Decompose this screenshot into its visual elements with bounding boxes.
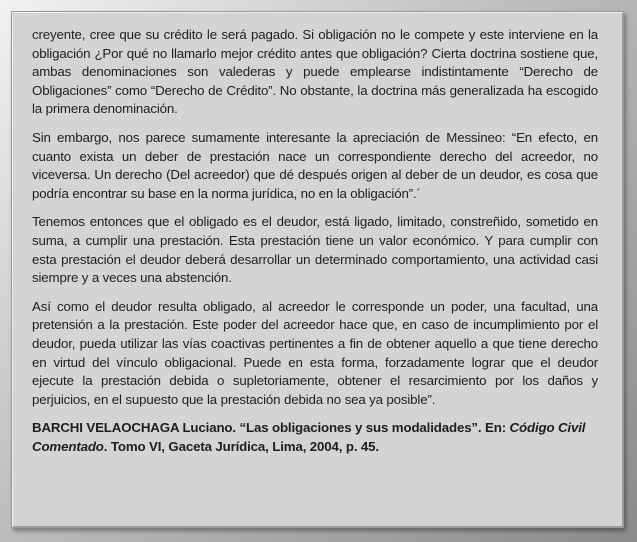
citation-author: BARCHI VELAOCHAGA Luciano. bbox=[32, 420, 236, 436]
citation-title: “Las obligaciones y sus modalidades”. En: bbox=[235, 420, 510, 436]
quote-content bbox=[32, 26, 598, 456]
citation bbox=[32, 419, 598, 456]
paragraph-1: creyente, cree que su crédito le será pagado. Si obligación no le compete y este interviene en la obligación ¿Por qué no llamarlo mejor crédito antes que obligación? Cierta doctrina sostiene que, ambas denominaciones son valederas y puede emplearse indistintamente “Derecho de Obligaciones” como “Derecho de Crédito”. No obstante, la doctrina más generalizada ha escogido la primera denominación. bbox=[32, 27, 598, 117]
paragraph-3: Tenemos entonces que el obligado es el deudor, está ligado, limitado, constreñido, sometido en suma, a cumplir una prestación. Esta prestación tiene un valor económico. Y para cumplir con esta prestación el deudor deberá desarrollar un determinado comportamiento, una actividad casi siempre y a veces una abstención. bbox=[32, 214, 598, 286]
paragraph-4: Así como el deudor resulta obligado, al acreedor le corresponde un poder, una facultad, una pretensión a la prestación. Este poder del acreedor hace que, en caso de incumplimiento por el deudor, pueda utilizar las vías coactivas pertinentes a fin de obtener aquello a que tiene derecho en virtud del vínculo obligacional. Puede en esta forma, forzadamente lograr que el deudor ejecute la prestación debida o supletoriamente, obtener el resarcimiento por los daños y perjuicios, en el supuesto que la prestación debida no sea ya posible”. bbox=[32, 298, 598, 407]
paragraph-2: Sin embargo, nos parece sumamente interesante la apreciación de Messineo: “En efecto, en cuanto exista un deber de prestación nace un correspondiente derecho del acreedor, no viceversa. Un derecho (Del acreedor) que dé después origen al deber de un deudor, es cosa que podría encontrar su base en la norma jurídica, no en la obligación”.´ bbox=[32, 129, 598, 201]
citation-work: Código Civil Comentado bbox=[32, 420, 586, 454]
citation-details: . Tomo VI, Gaceta Jurídica, Lima, 2004, p. 45. bbox=[103, 438, 379, 454]
